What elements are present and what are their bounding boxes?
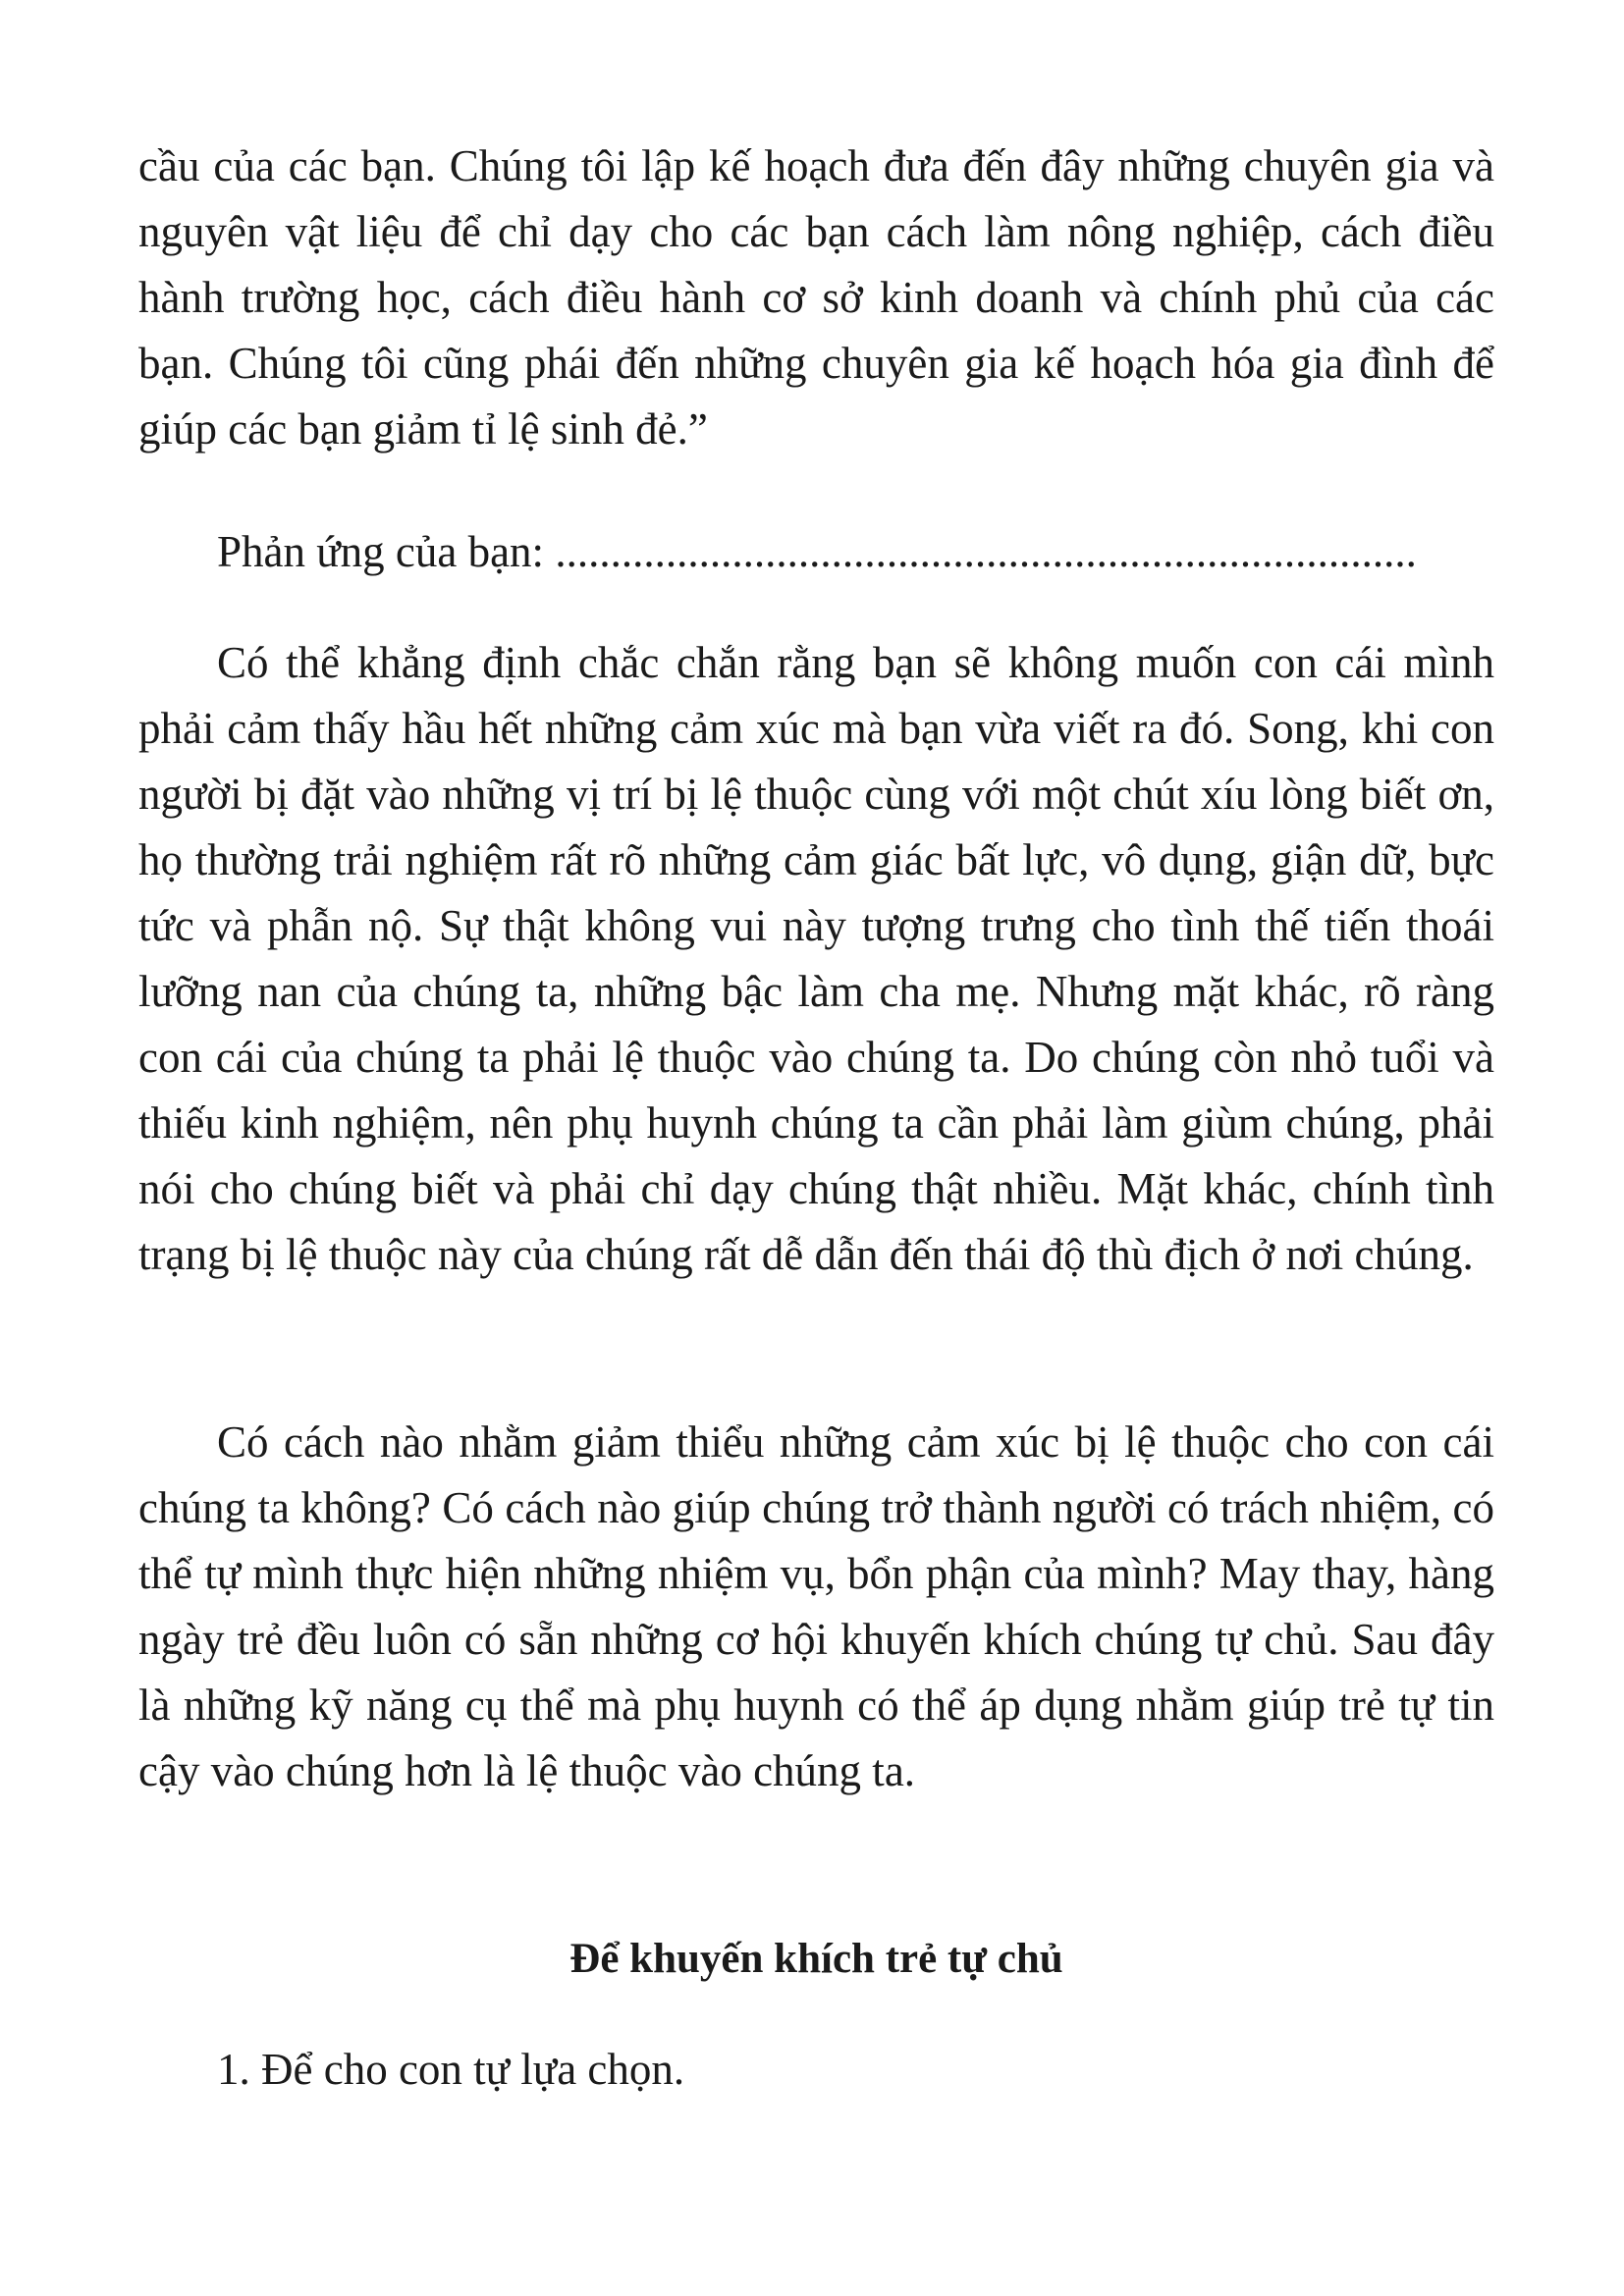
response-blank: .............................................................................. (555, 527, 1417, 576)
paragraph-continuation: cầu của các bạn. Chúng tôi lập kế hoạch đưa đến đây những chuyên gia và nguyên vật liệu để chỉ dạy cho các bạn cách làm nông nghiệp, cách điều hành trường học, cách điều hành cơ sở kinh doanh và chính phủ của các bạn. Chúng tôi cũng phái đến những chuyên gia kế hoạch hóa gia đình để giúp các bạn giảm tỉ lệ sinh đẻ.” (138, 141, 1494, 454)
response-prompt: Phản ứng của bạn: (217, 527, 556, 576)
paragraph-dependence: Có thể khẳng định chắc chắn rằng bạn sẽ không muốn con cái mình phải cảm thấy hầu hết những cảm xúc mà bạn vừa viết ra đó. Song, khi con người bị đặt vào những vị trí bị lệ thuộc cùng với một chút xíu lòng biết ơn, họ thường trải nghiệm rất rõ những cảm giác bất lực, vô dụng, giận dữ, bực tức và phẫn nộ. Sự thật không vui này tượng trưng cho tình thế tiến thoái lưỡng nan của chúng ta, những bậc làm cha mẹ. Nhưng mặt khác, rõ ràng con cái của chúng ta phải lệ thuộc vào chúng ta. Do chúng còn nhỏ tuổi và thiếu kinh nghiệm, nên phụ huynh chúng ta cần phải làm giùm chúng, phải nói cho chúng biết và phải chỉ dạy chúng thật nhiều. Mặt khác, chính tình trạng bị lệ thuộc này của chúng rất dễ dẫn đến thái độ thù địch ở nơi chúng. (138, 638, 1494, 1279)
paragraph-autonomy-question: Có cách nào nhằm giảm thiểu những cảm xúc bị lệ thuộc cho con cái chúng ta không? Có cách nào giúp chúng trở thành người có trách nhiệm, có thể tự mình thực hiện những nhiệm vụ, bổn phận của mình? May thay, hàng ngày trẻ đều luôn có sẵn những cơ hội khuyến khích chúng tự chủ. Sau đây là những kỹ năng cụ thể mà phụ huynh có thể áp dụng nhằm giúp trẻ tự tin cậy vào chúng hơn là lệ thuộc vào chúng ta. (138, 1417, 1494, 1795)
response-line (138, 519, 1494, 585)
list-item: 1. Để cho con tự lựa chọn. (217, 2045, 685, 2094)
section-heading: Để khuyến khích trẻ tự chủ (569, 1936, 1063, 1982)
